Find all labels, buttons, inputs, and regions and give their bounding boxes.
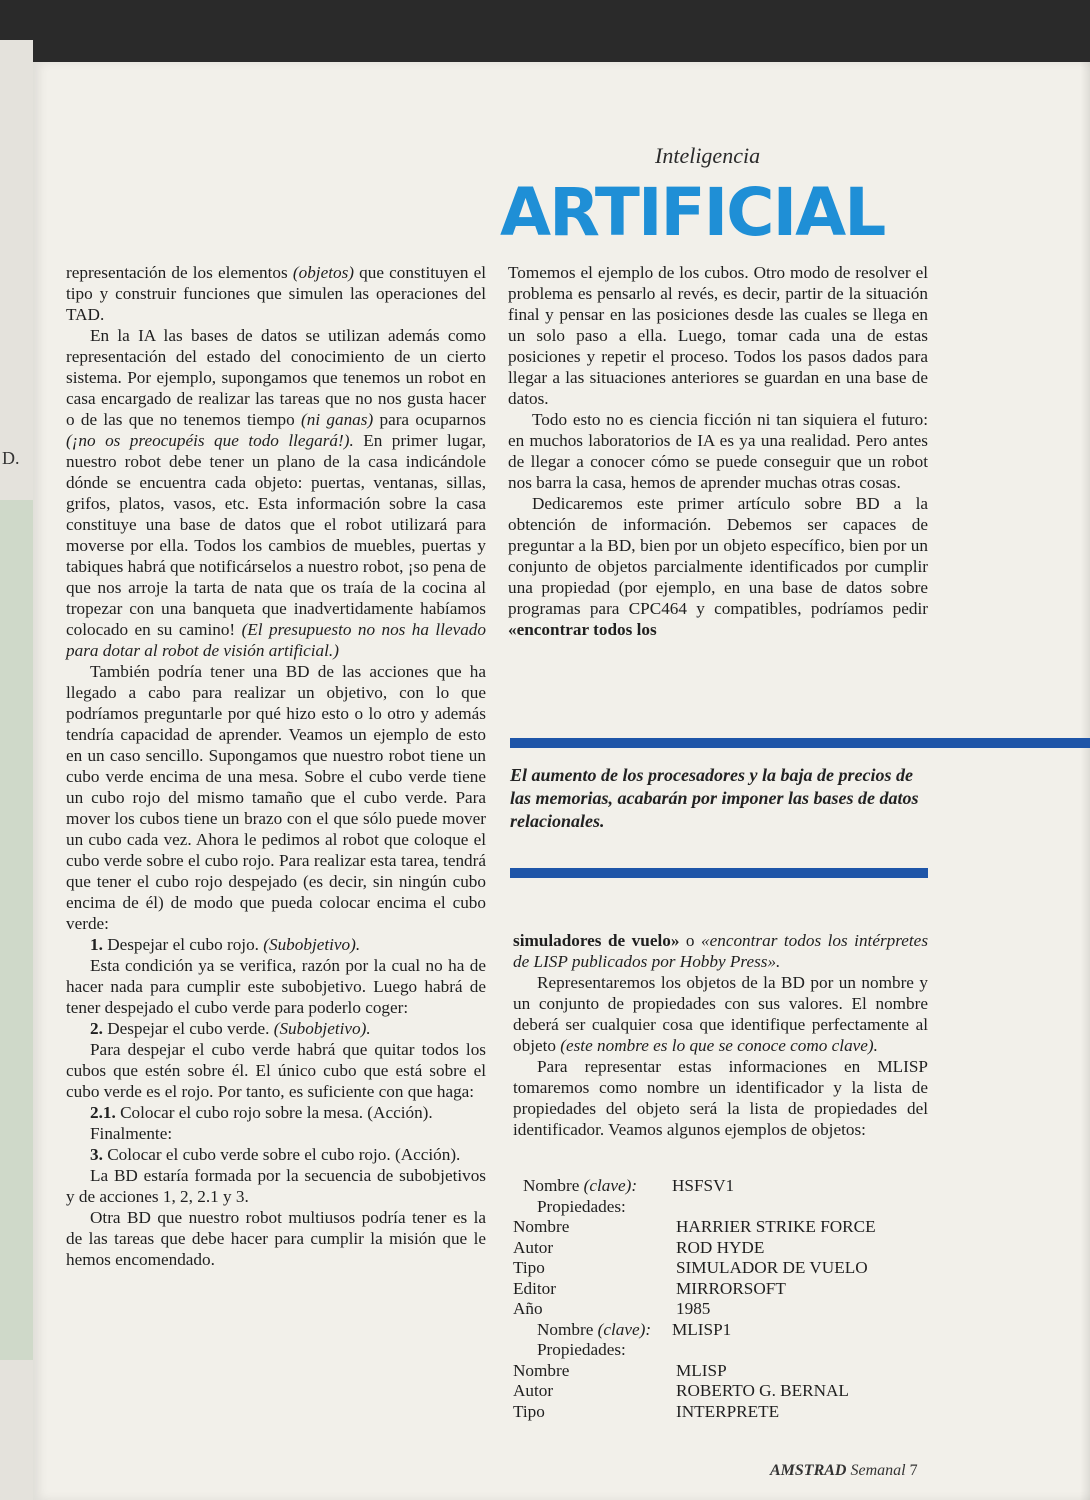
paragraph: Para despejar el cubo verde habrá que quitar todos los cubos que estén sobre él. El único cubo que está sobre el cubo verde es el rojo. Por tanto, es suficiente con que haga:	[66, 1040, 486, 1101]
paragraph: Todo esto no es ciencia ficción ni tan siquiera el futuro: en muchos laboratorios de IA es ya una realidad. Pero antes de llegar a conocer cómo se puede conseguir que un robot nos barra la casa, hemos de aprender muchas otras cosas.	[508, 410, 928, 492]
step-item: 2.1. Colocar el cubo rojo sobre la mesa. (Acción).	[90, 1103, 433, 1122]
property-row: Tipo SIMULADOR DE VUELO	[513, 1258, 868, 1277]
property-row: Nombre HARRIER STRIKE FORCE	[513, 1217, 876, 1236]
section-kicker: Inteligencia	[655, 143, 761, 168]
paragraph: Para representar estas informaciones en MLISP tomaremos como nombre un identificador y la lista de propiedades del objeto será la lista de propiedades del identificador. Veamos algunos ejemplos de objetos:	[513, 1057, 928, 1139]
paragraph: Tomemos el ejemplo de los cubos. Otro modo de resolver el problema es pensarlo al revés, es decir, partir de la situación final y pensar en las posiciones desde las cuales se llega en un solo paso a ella. Luego, tomar cada una de estas posiciones y repetir el proceso. Todos los pasos dados para llegar a las situaciones anteriores se guardan en una base de datos.	[508, 263, 928, 408]
left-column	[66, 262, 486, 1270]
properties-label: Propiedades:	[537, 1340, 626, 1359]
paragraph: simuladores de vuelo» o «encontrar todos los intérpretes de LISP publicados por Hobby Press».	[513, 931, 929, 971]
footer-section: Semanal	[850, 1462, 906, 1479]
property-row: Autor ROD HYDE	[513, 1237, 765, 1257]
pullquote: El aumento de los procesadores y la baja de precios de las memorias, acabarán por imponer las bases de datos relacionales.	[510, 765, 919, 831]
property-row: Editor MIRRORSOFT	[513, 1278, 786, 1298]
object-key-row: Nombre (clave): HSFSV1	[523, 1176, 735, 1195]
paragraph: También podría tener una BD de las acciones que ha llegado a cabo para realizar un objetivo, con lo que podríamos preguntarle por qué hizo esto o lo otro y además tendría capacidad de aprender. Veamos un ejemplo de esto en un caso sencillo. Supongamos que nuestro robot tiene un cubo verde encima de una mesa. Sobre el cubo verde tiene un cubo rojo del mismo tamaño que el cubo verde. Para mover los cubos tiene un brazo con el que sólo puede mover un cubo cada vez. Ahora le pedimos al robot que coloque el cubo verde sobre el cubo rojo. Para realizar esta tarea, tendrá que tener el cubo rojo despejado (es decir, sin ningún cubo encima de él) de modo que pueda colocar encima el cubo verde:	[66, 662, 486, 933]
page-number: 7	[909, 1462, 918, 1479]
pullquote-rule-top	[510, 738, 1090, 748]
paragraph: Representaremos los objetos de la BD por un nombre y un conjunto de propiedades con sus valores. El nombre deberá ser cualquier cosa que identifique perfectamente al objeto (este nombre es lo que se conoce como clave).	[513, 973, 928, 1055]
previous-page-green-band	[0, 500, 33, 1360]
paragraph: Esta condición ya se verifica, razón por la cual no ha de hacer nada para cumplir este subobjetivo. Luego habrá de tener despejado el cubo verde para poderlo coger:	[66, 956, 486, 1017]
pullquote-rule-bottom	[510, 868, 928, 878]
step-item: 3. Colocar el cubo verde sobre el cubo rojo. (Acción).	[90, 1145, 461, 1164]
object-listings	[513, 1176, 953, 1422]
paragraph: Dedicaremos este primer artículo sobre BD a la obtención de información. Debemos ser capaces de preguntar a la BD, bien por un objeto específico, bien por un conjunto de objetos parcialmente identificados por cumplir una propiedad (por ejemplo, en una base de datos sobre programas para CPC464 y compatibles, podríamos pedir «encontrar todos los	[508, 494, 928, 639]
paragraph: Otra BD que nuestro robot multiusos podría tener es la de las tareas que debe hacer para cumplir la misión que le hemos encomendado.	[66, 1208, 486, 1269]
property-row: Autor ROBERTO G. BERNAL	[513, 1381, 849, 1400]
property-row: Nombre MLISP	[513, 1360, 727, 1380]
paragraph: Finalmente:	[90, 1124, 173, 1143]
page-headline: ARTIFICIAL	[500, 174, 885, 251]
paragraph: La BD estaría formada por la secuencia de subobjetivos y de acciones 1, 2, 2.1 y 3.	[66, 1166, 486, 1206]
property-row: Tipo INTERPRETE	[513, 1401, 780, 1421]
previous-page-letter: D.	[2, 448, 20, 468]
right-column-top	[508, 262, 928, 640]
page-footer	[770, 1462, 918, 1480]
property-row: Año 1985	[513, 1299, 711, 1318]
step-item: 1. Despejar el cubo rojo. (Subobjetivo).	[90, 935, 361, 954]
paragraph: representación de los elementos (objetos) que constituyen el tipo y construir funciones que simulen las operaciones del TAD.	[66, 263, 486, 324]
footer-brand: AMSTRAD	[770, 1462, 847, 1479]
object-key-row: Nombre (clave): MLISP1	[537, 1319, 732, 1339]
properties-label: Propiedades:	[537, 1196, 626, 1216]
step-item: 2. Despejar el cubo verde. (Subobjetivo).	[90, 1019, 371, 1038]
page-edge-shadow	[1080, 62, 1090, 1500]
right-column-bottom	[513, 930, 928, 1140]
paragraph: En la IA las bases de datos se utilizan además como representación del estado del conocimiento de un cierto sistema. Por ejemplo, supongamos que tenemos un robot en casa encargado de realizar las tareas que no nos gusta hacer o de las que no tenemos tiempo (ni ganas) para ocuparnos (¡no os preocupéis que todo llegará!). En primer lugar, nuestro robot debe tener un plano de la casa indicándole dónde se encuentra cada objeto: puertas, ventanas, sillas, grifos, platos, vasos, etc. Esta información sobre la casa constituye una base de datos que el robot utilizará para moverse por ella. Todos los cambios de muebles, puertas y tabiques habrá que notificárselos a nuestro robot, ¡so pena de que nos arroje la tarta de nata que os traía de la cocina al tropezar con una banqueta que inadvertidamente habíamos colocado en su camino! (El presupuesto no nos ha llevado para dotar al robot de visión artificial.)	[66, 326, 487, 660]
